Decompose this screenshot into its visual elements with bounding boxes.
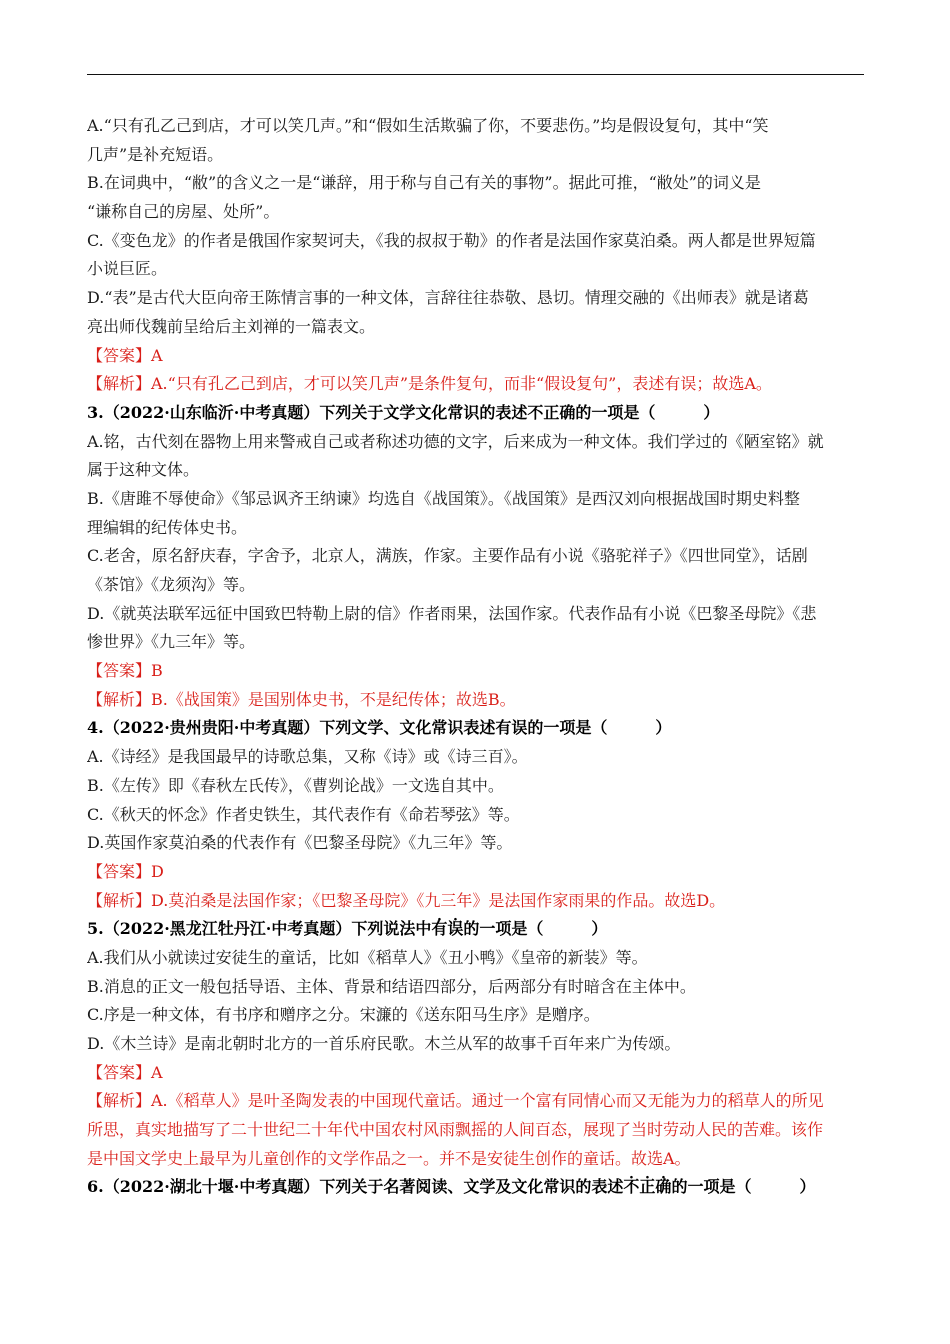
text-line: C.《变色龙》的作者是俄国作家契诃夫，《我的叔叔于勒》的作者是法国作家莫泊桑。两人都是世界短篇 bbox=[87, 230, 816, 250]
text-line: 几声”是补充短语。 bbox=[87, 144, 224, 164]
text-line: 惨世界》《九三年》等。 bbox=[87, 632, 256, 652]
question-2 bbox=[87, 112, 864, 399]
text-line: A.铭，古代刻在器物上用来警戒自己或者称述功德的文字，后来成为一种文体。我们学过的《陋室铭》就 bbox=[87, 431, 824, 451]
question-4 bbox=[87, 714, 864, 915]
document-body bbox=[87, 112, 864, 1202]
analysis: 【解析】A.“只有孔乙己到店，才可以笑几声”是条件复句，而非“假设复句”，表述有误；故选A。 bbox=[87, 374, 772, 394]
question-6 bbox=[87, 1173, 864, 1202]
stem-text: 5.（2022·黑龙江牡丹江·中考真题）下列说法中 bbox=[87, 919, 432, 939]
text-line: B.《唐雎不辱使命》《邹忌讽齐王纳谏》均选自《战国策》。《战国策》是西汉刘向根据战国时期史料整 bbox=[87, 488, 800, 508]
option-b: B.《左传》即《春秋左氏传》，《曹刿论战》一文选自其中。 bbox=[87, 775, 504, 795]
question-stem bbox=[87, 915, 864, 944]
answer: 【答案】A bbox=[87, 1062, 163, 1082]
option-d bbox=[87, 600, 864, 657]
text-line: D.《就英法联军远征中国致巴特勒上尉的信》作者雨果，法国作家。代表作品有小说《巴黎圣母院》《悲 bbox=[87, 603, 817, 623]
option-a bbox=[87, 428, 864, 485]
stem-text: 的一项是（ ） bbox=[463, 919, 608, 939]
analysis: 是中国文学史上最早为儿童创作的文学作品之一。并不是安徒生创作的童话。故选A。 bbox=[87, 1148, 691, 1168]
option-a: A.我们从小就读过安徒生的童话，比如《稻草人》《丑小鸭》《皇帝的新装》等。 bbox=[87, 947, 648, 967]
emphasis-char: 有 bbox=[431, 919, 448, 939]
text-line: 《茶馆》《龙须沟》等。 bbox=[87, 575, 256, 594]
question-stem bbox=[87, 1173, 864, 1202]
stem-text: 6.（2022·湖北十堰·中考真题）下列关于名著阅读、文学及文化常识的表述 bbox=[87, 1177, 624, 1197]
analysis: 所思，真实地描写了二十世纪二十年代中国农村风雨飘摇的人间百态，展现了当时劳动人民的苦难。该作 bbox=[87, 1120, 824, 1140]
emphasis-text bbox=[431, 919, 463, 938]
text-line: “谦称自己的房屋、处所”。 bbox=[87, 202, 280, 222]
text-line: 理编辑的纪传体史书。 bbox=[87, 517, 248, 537]
analysis: 【解析】A.《稻草人》是叶圣陶发表的中国现代童话。通过一个富有同情心而又无能为力的稻草人的所见 bbox=[87, 1091, 824, 1111]
answer: 【答案】B bbox=[87, 661, 163, 681]
option-b bbox=[87, 169, 864, 226]
analysis: 【解析】B.《战国策》是国别体史书，不是纪传体；故选B。 bbox=[87, 689, 516, 709]
text-line: D.“表”是古代大臣向帝王陈情言事的一种文体，言辞往往恭敬、恳切。情理交融的《出师表》就是诸葛 bbox=[87, 288, 809, 308]
answer: 【答案】D bbox=[87, 861, 164, 881]
option-c bbox=[87, 227, 864, 284]
header-rule bbox=[87, 74, 864, 75]
emphasis-text bbox=[623, 1177, 671, 1196]
question-stem: 3.（2022·山东临沂·中考真题）下列关于文学文化常识的表述不正确的一项是（ ） bbox=[87, 402, 720, 422]
question-5 bbox=[87, 915, 864, 1173]
option-c: C.序是一种文体，有书序和赠序之分。宋濂的《送东阳马生序》是赠序。 bbox=[87, 1005, 600, 1025]
text-line: 小说巨匠。 bbox=[87, 259, 168, 279]
option-b: B.消息的正文一般包括导语、主体、背景和结语四部分，后两部分有时暗含在主体中。 bbox=[87, 976, 696, 996]
text-line: B.在词典中，“敝”的含义之一是“谦辞，用于称与自己有关的事物”。据此可推，“敝处”的词义是 bbox=[87, 173, 761, 193]
text-line: A.“只有孔乙己到店，才可以笑几声。”和“假如生活欺骗了你，不要悲伤。”均是假设复句，其中“笑 bbox=[87, 116, 769, 135]
text-line: 亮出师伐魏前呈给后主刘禅的一篇表文。 bbox=[87, 316, 376, 336]
text-line: C.老舍，原名舒庆春，字舍予，北京人，满族，作家。主要作品有小说《骆驼祥子》《四世同堂》，话剧 bbox=[87, 546, 808, 566]
answer: 【答案】A bbox=[87, 345, 163, 365]
question-3 bbox=[87, 399, 864, 715]
emphasis-char: 正 bbox=[639, 1177, 656, 1197]
option-b bbox=[87, 485, 864, 542]
analysis: 【解析】D.莫泊桑是法国作家；《巴黎圣母院》《九三年》是法国作家雨果的作品。故选D。 bbox=[87, 890, 726, 910]
text-line: 属于这种文体。 bbox=[87, 460, 200, 480]
emphasis-char: 误 bbox=[447, 919, 464, 939]
emphasis-char: 不 bbox=[623, 1177, 640, 1197]
option-a bbox=[87, 112, 864, 169]
option-c bbox=[87, 542, 864, 599]
option-a: A.《诗经》是我国最早的诗歌总集，又称《诗》或《诗三百》。 bbox=[87, 747, 528, 767]
option-d: D.《木兰诗》是南北朝时北方的一首乐府民歌。木兰从军的故事千百年来广为传颂。 bbox=[87, 1034, 681, 1053]
stem-text: 的一项是（ ） bbox=[671, 1177, 816, 1197]
emphasis-char: 确 bbox=[655, 1177, 672, 1197]
option-c: C.《秋天的怀念》作者史铁生，其代表作有《命若琴弦》等。 bbox=[87, 804, 520, 824]
option-d bbox=[87, 284, 864, 341]
option-d: D.英国作家莫泊桑的代表作有《巴黎圣母院》《九三年》等。 bbox=[87, 833, 513, 853]
question-stem: 4.（2022·贵州贵阳·中考真题）下列文学、文化常识表述有误的一项是（ ） bbox=[87, 718, 672, 738]
